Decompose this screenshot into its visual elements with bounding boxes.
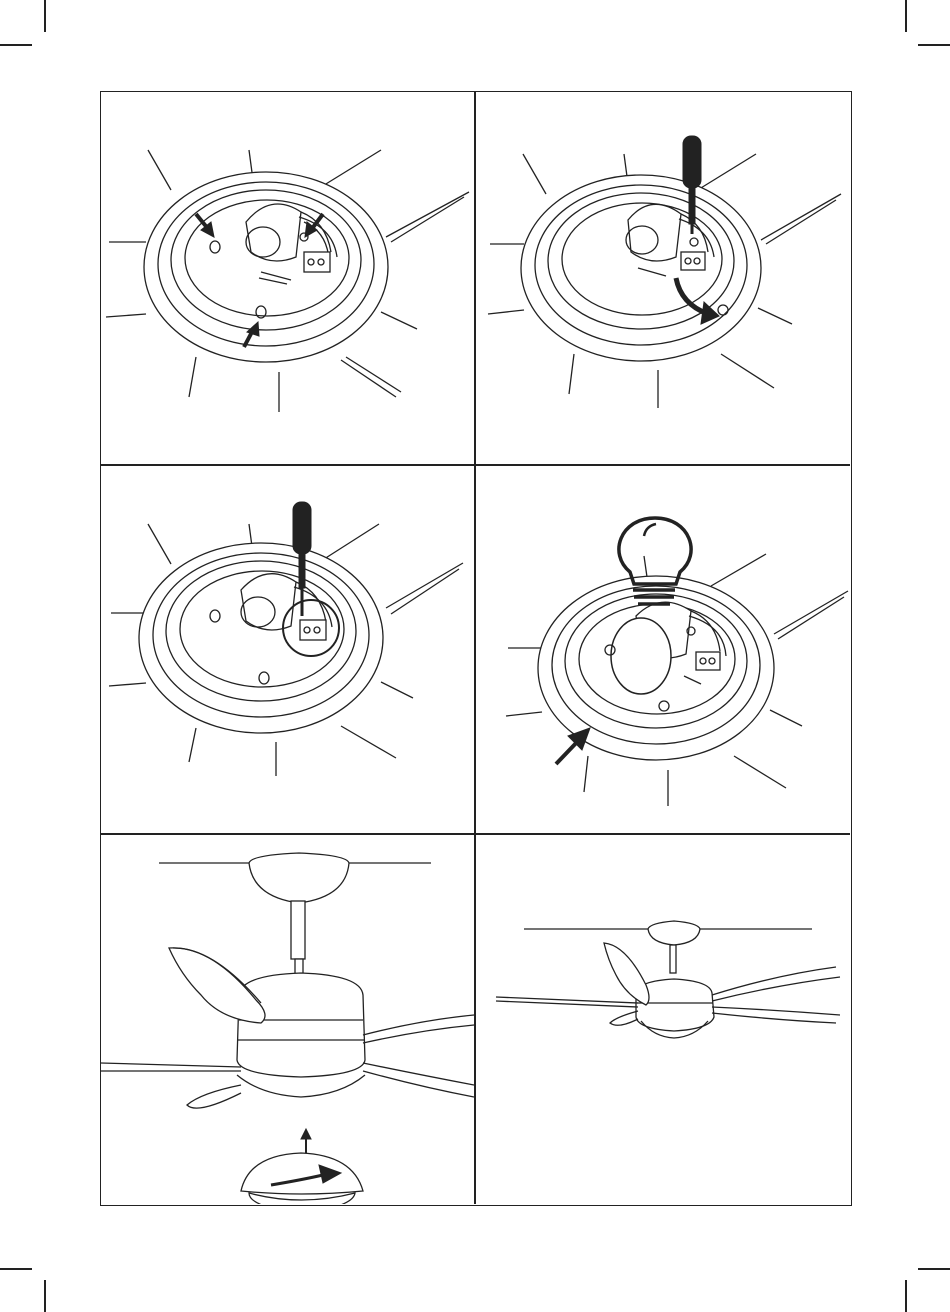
crop-mark	[44, 1280, 46, 1312]
ceiling-fan-shade-installation-illustration	[101, 835, 474, 1204]
ceiling-plate-terminal-closeup-illustration	[101, 466, 474, 833]
crop-mark	[918, 44, 950, 46]
instruction-grid	[100, 91, 852, 1206]
panel-5-attach-shade	[101, 835, 474, 1204]
panel-4-insert-bulb	[476, 466, 850, 833]
ceiling-plate-with-screwdriver-illustration	[476, 92, 850, 464]
panel-3-terminal-block	[101, 466, 474, 833]
crop-mark	[44, 0, 46, 32]
panel-2-screwdriver-rotate	[476, 92, 850, 464]
crop-mark	[0, 1268, 32, 1270]
crop-mark	[905, 0, 907, 32]
panel-1-screw-locations	[101, 92, 474, 464]
panel-6-assembled-fan	[476, 835, 850, 1204]
ceiling-plate-bulb-illustration	[476, 466, 850, 833]
crop-mark	[918, 1268, 950, 1270]
crop-mark	[905, 1280, 907, 1312]
assembled-ceiling-fan-illustration	[476, 835, 850, 1204]
crop-mark	[0, 44, 32, 46]
ceiling-plate-illustration	[101, 92, 474, 464]
